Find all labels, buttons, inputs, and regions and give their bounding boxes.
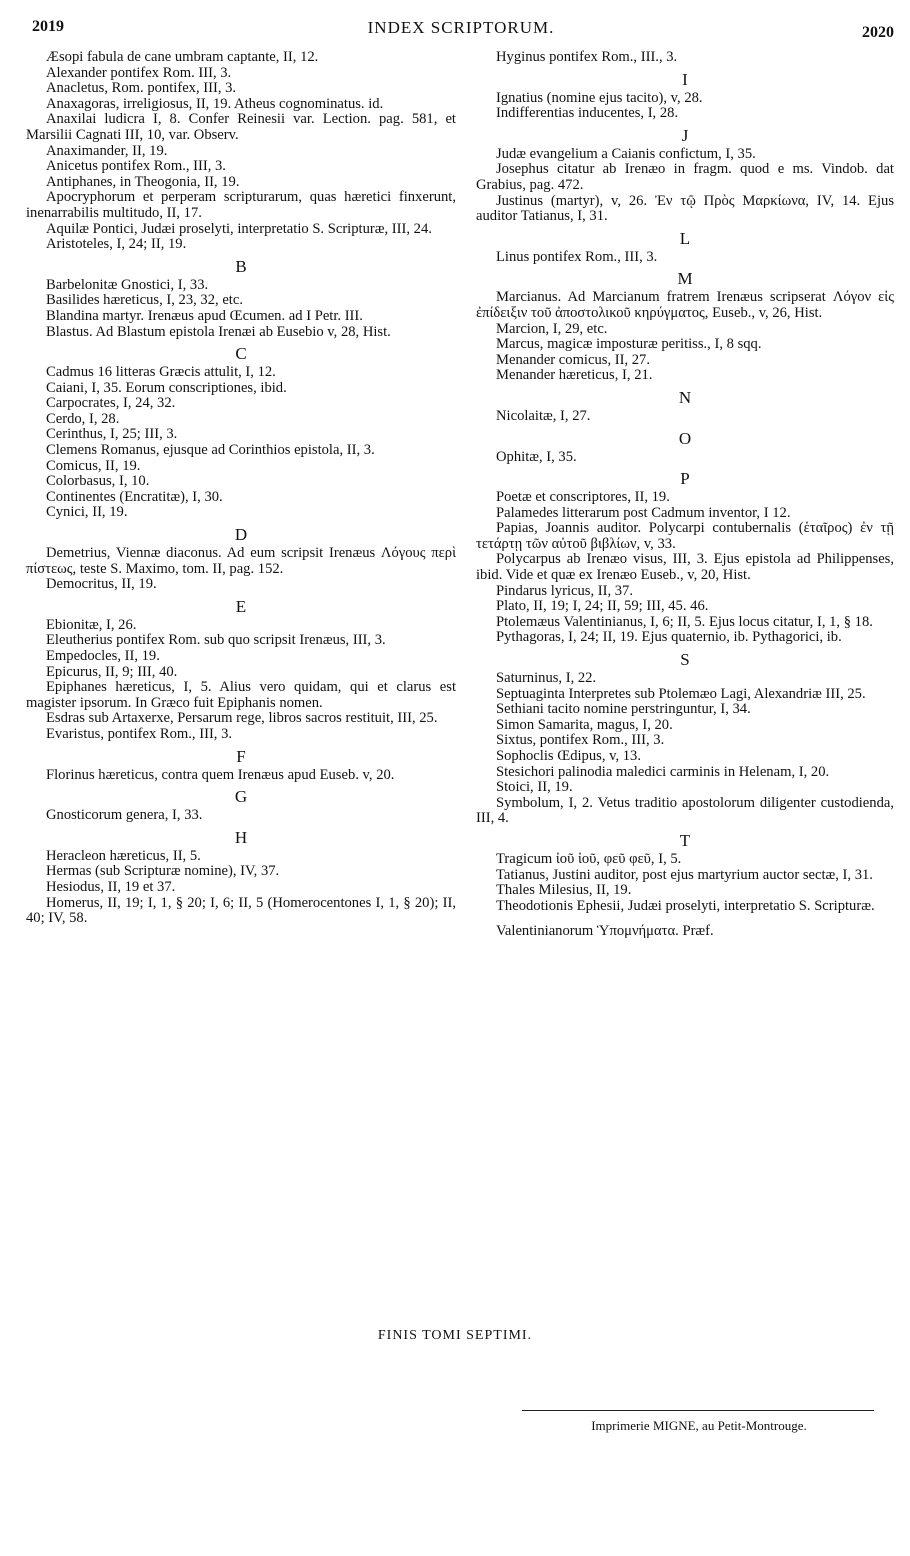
index-entry: Hesiodus, II, 19 et 37. — [46, 878, 176, 895]
index-entry: Pythagoras, I, 24; II, 19. Ejus quaternio, ib. Pythagorici, ib. — [496, 629, 842, 646]
index-entry: Saturninus, I, 22. — [496, 670, 597, 687]
index-entry: Cerdo, I, 28. — [46, 410, 120, 427]
index-entry: Aristoteles, I, 24; II, 19. — [46, 236, 187, 253]
index-entry: Colorbasus, I, 10. — [46, 473, 150, 490]
index-entry: Gnosticorum genera, I, 33. — [46, 807, 203, 824]
imprint-rule — [522, 1410, 874, 1411]
index-entry: Poetæ et conscriptores, II, 19. — [496, 489, 670, 506]
index-entry: Cynici, II, 19. — [46, 504, 128, 521]
index-entry: Esdras sub Artaxerxe, Persarum rege, libros sacros restituit, III, 25. — [46, 710, 438, 727]
section-letter: C — [235, 344, 247, 364]
index-entry: Septuaginta Interpretes sub Ptolemæo Lagi, Alexandriæ III, 25. — [496, 685, 866, 702]
index-entry: Ebionitæ, I, 26. — [46, 616, 137, 633]
index-entry: Ptolemæus Valentinianus, I, 6; II, 5. Ejus locus citatur, I, 1, § 18. — [496, 613, 873, 630]
page-title: INDEX SCRIPTORUM. — [367, 18, 555, 37]
index-entry: Menander hæreticus, I, 21. — [496, 367, 653, 384]
index-entry: Hyginus pontifex Rom., III., 3. — [496, 49, 678, 65]
index-entry: Valentinianorum Ὑπομνήματα. Præf. — [496, 923, 714, 940]
index-entry: Palamedes litterarum post Cadmum inventor, I 12. — [496, 504, 791, 521]
right-column — [476, 50, 894, 940]
printer-imprint: Imprimerie MIGNE, au Petit-Montrouge. — [591, 1418, 807, 1433]
index-entry: Epiphanes hæreticus, I, 5. Alius vero quidam, qui et clarus est magister ipsorum. In Græco fuit Epiphanis nomen. — [26, 679, 456, 711]
index-entry: Marcus, magicæ imposturæ peritiss., I, 8 sqq. — [496, 336, 762, 353]
index-entry: Æsopi fabula de cane umbram captante, II, 12. — [46, 49, 319, 65]
volume-end-note: FINIS TOMI SEPTIMI. — [377, 1328, 533, 1343]
index-entry: Ophitæ, I, 35. — [496, 448, 577, 465]
index-entry: Menander comicus, II, 27. — [496, 351, 650, 368]
section-letter: P — [680, 469, 690, 489]
index-entry: Tragicum ἰοῦ ἰοῦ, φεῦ φεῦ, I, 5. — [496, 850, 682, 867]
section-letter: L — [679, 228, 691, 248]
index-entry: Democritus, II, 19. — [46, 576, 157, 593]
index-entry: Justinus (martyr), v, 26. Ἐν τῷ Πρὸς Μαρκίωνα, IV, 14. Ejus auditor Tatianus, I, 31. — [476, 192, 894, 225]
index-entry: Pindarus lyricus, II, 37. — [496, 582, 634, 599]
index-entry: Cadmus 16 litteras Græcis attulit, I, 12. — [46, 364, 276, 381]
index-entry: Basilides hæreticus, I, 23, 32, etc. — [46, 292, 243, 309]
section-letter: T — [679, 830, 691, 850]
index-entry: Stesichori palinodia maledici carminis in Helenam, I, 20. — [496, 763, 830, 780]
index-entry: Papias, Joannis auditor. Polycarpi contubernalis (ἑταῖρος) ἐν τῇ τετάρτῃ τῶν αὐτοῦ βιβλίων, v, 33. — [476, 520, 894, 552]
index-entry: Ignatius (nomine ejus tacito), v, 28. — [496, 89, 703, 106]
index-entry: Theodotionis Ephesii, Judæi proselyti, interpretatio S. Scripturæ. — [496, 897, 875, 914]
index-entry: Epicurus, II, 9; III, 40. — [46, 663, 178, 680]
index-entry: Alexander pontifex Rom. III, 3. — [46, 64, 232, 81]
index-entry: Judæ evangelium a Caianis confictum, I, 35. — [496, 145, 756, 162]
section-letter: S — [680, 650, 690, 670]
section-letter: G — [234, 787, 248, 807]
section-letter: I — [682, 69, 688, 89]
index-entry: Josephus citatur ab Irenæo in fragm. quod e ms. Vindob. dat Grabius, pag. 472. — [476, 161, 894, 193]
section-letter: J — [681, 125, 689, 145]
index-entry: Continentes (Encratitæ), I, 30. — [46, 488, 223, 505]
index-entry: Carpocrates, I, 24, 32. — [46, 395, 176, 412]
index-entry: Marcianus. Ad Marcianum fratrem Irenæus scripserat Λόγον εἰς ἐπίδειξιν τοῦ ἀποστολικοῦ κηρύγματος, Euseb., v, 26, Hist. — [476, 289, 894, 321]
section-letter: E — [235, 596, 247, 616]
index-entry: Sophoclis Œdipus, v, 13. — [496, 748, 642, 764]
index-entry: Symbolum, I, 2. Vetus traditio apostolorum diligenter custodienda, III, 4. — [476, 794, 894, 827]
section-letter: F — [236, 746, 246, 766]
index-entry: Cerinthus, I, 25; III, 3. — [46, 426, 178, 443]
index-entry: Empedocles, II, 19. — [46, 648, 160, 664]
section-letter: O — [678, 428, 692, 448]
index-entry: Polycarpus ab Irenæo visus, III, 3. Ejus epistola ad Philippenses, ibid. Vide et quæ ex Irenæo Euseb., v, 20, Hist. — [476, 551, 894, 584]
page-number-right: 2020 — [862, 24, 894, 41]
index-entry: Homerus, II, 19; I, 1, § 20; I, 6; II, 5 (Homerocentones I, 1, § 20); II, 40; IV, 58. — [26, 894, 456, 927]
index-entry: Evaristus, pontifex Rom., III, 3. — [46, 725, 233, 742]
section-letter: B — [235, 256, 247, 276]
index-entry: Anaxilai ludicra I, 8. Confer Reinesii var. Lection. pag. 581, et Marsilii Cagnati III, 10, var. Observ. — [26, 111, 456, 143]
index-entry: Apocryphorum et perperam scripturarum, quas hæretici finxerunt, inenarrabilis multitudo, II, 17. — [26, 189, 456, 221]
index-entry: Plato, II, 19; I, 24; II, 59; III, 45. 46. — [496, 598, 709, 615]
page-number-left: 2019 — [32, 18, 64, 35]
index-entry: Anicetus pontifex Rom., III, 3. — [46, 158, 226, 175]
index-entry: Stoici, II, 19. — [496, 779, 573, 796]
section-letter: H — [234, 827, 248, 847]
index-entry: Linus pontifex Rom., III, 3. — [496, 248, 658, 265]
left-column — [26, 50, 456, 927]
index-entry: Indifferentias inducentes, I, 28. — [496, 105, 679, 122]
index-entry: Anacletus, Rom. pontifex, III, 3. — [46, 80, 237, 97]
index-entry: Blandina martyr. Irenæus apud Œcumen. ad I Petr. III. — [46, 307, 363, 324]
section-letter: D — [234, 525, 248, 545]
index-entry: Comicus, II, 19. — [46, 457, 141, 474]
index-entry: Heracleon hæreticus, II, 5. — [46, 847, 201, 864]
index-entry: Aquilæ Pontici, Judæi proselyti, interpretatio S. Scripturæ, III, 24. — [46, 220, 432, 237]
index-entry: Marcion, I, 29, etc. — [496, 320, 608, 337]
index-entry: Demetrius, Viennæ diaconus. Ad eum scripsit Irenæus Λόγους περὶ πίστεως, teste S. Maximo, tom. II, pag. 152. — [26, 545, 456, 577]
index-entry: Anaximander, II, 19. — [46, 142, 168, 159]
index-entry: Thales Milesius, II, 19. — [496, 882, 632, 899]
index-entry: Hermas (sub Scripturæ nomine), IV, 37. — [46, 863, 280, 880]
index-entry: Sixtus, pontifex Rom., III, 3. — [496, 732, 665, 749]
index-entry: Barbelonitæ Gnostici, I, 33. — [46, 276, 209, 293]
index-entry: Simon Samarita, magus, I, 20. — [496, 716, 673, 733]
section-letter: N — [678, 387, 692, 407]
index-entry: Anaxagoras, irreligiosus, II, 19. Atheus cognominatus. id. — [46, 95, 384, 112]
index-entry: Nicolaitæ, I, 27. — [496, 407, 591, 424]
index-entry: Caiani, I, 35. Eorum conscriptiones, ibid. — [46, 379, 287, 396]
index-entry: Clemens Romanus, ejusque ad Corinthios epistola, II, 3. — [46, 442, 375, 459]
index-entry: Florinus hæreticus, contra quem Irenæus apud Euseb. v, 20. — [46, 766, 395, 783]
index-entry: Antiphanes, in Theogonia, II, 19. — [46, 173, 240, 190]
index-entry: Tatianus, Justini auditor, post ejus martyrium auctor sectæ, I, 31. — [496, 866, 873, 883]
section-letter: M — [677, 269, 693, 289]
index-entry: Blastus. Ad Blastum epistola Irenæi ab Eusebio v, 28, Hist. — [46, 323, 391, 340]
index-entry: Eleutherius pontifex Rom. sub quo scripsit Irenæus, III, 3. — [46, 632, 386, 649]
index-entry: Sethiani tacito nomine perstringuntur, I, 34. — [496, 701, 751, 718]
running-header — [28, 18, 894, 42]
